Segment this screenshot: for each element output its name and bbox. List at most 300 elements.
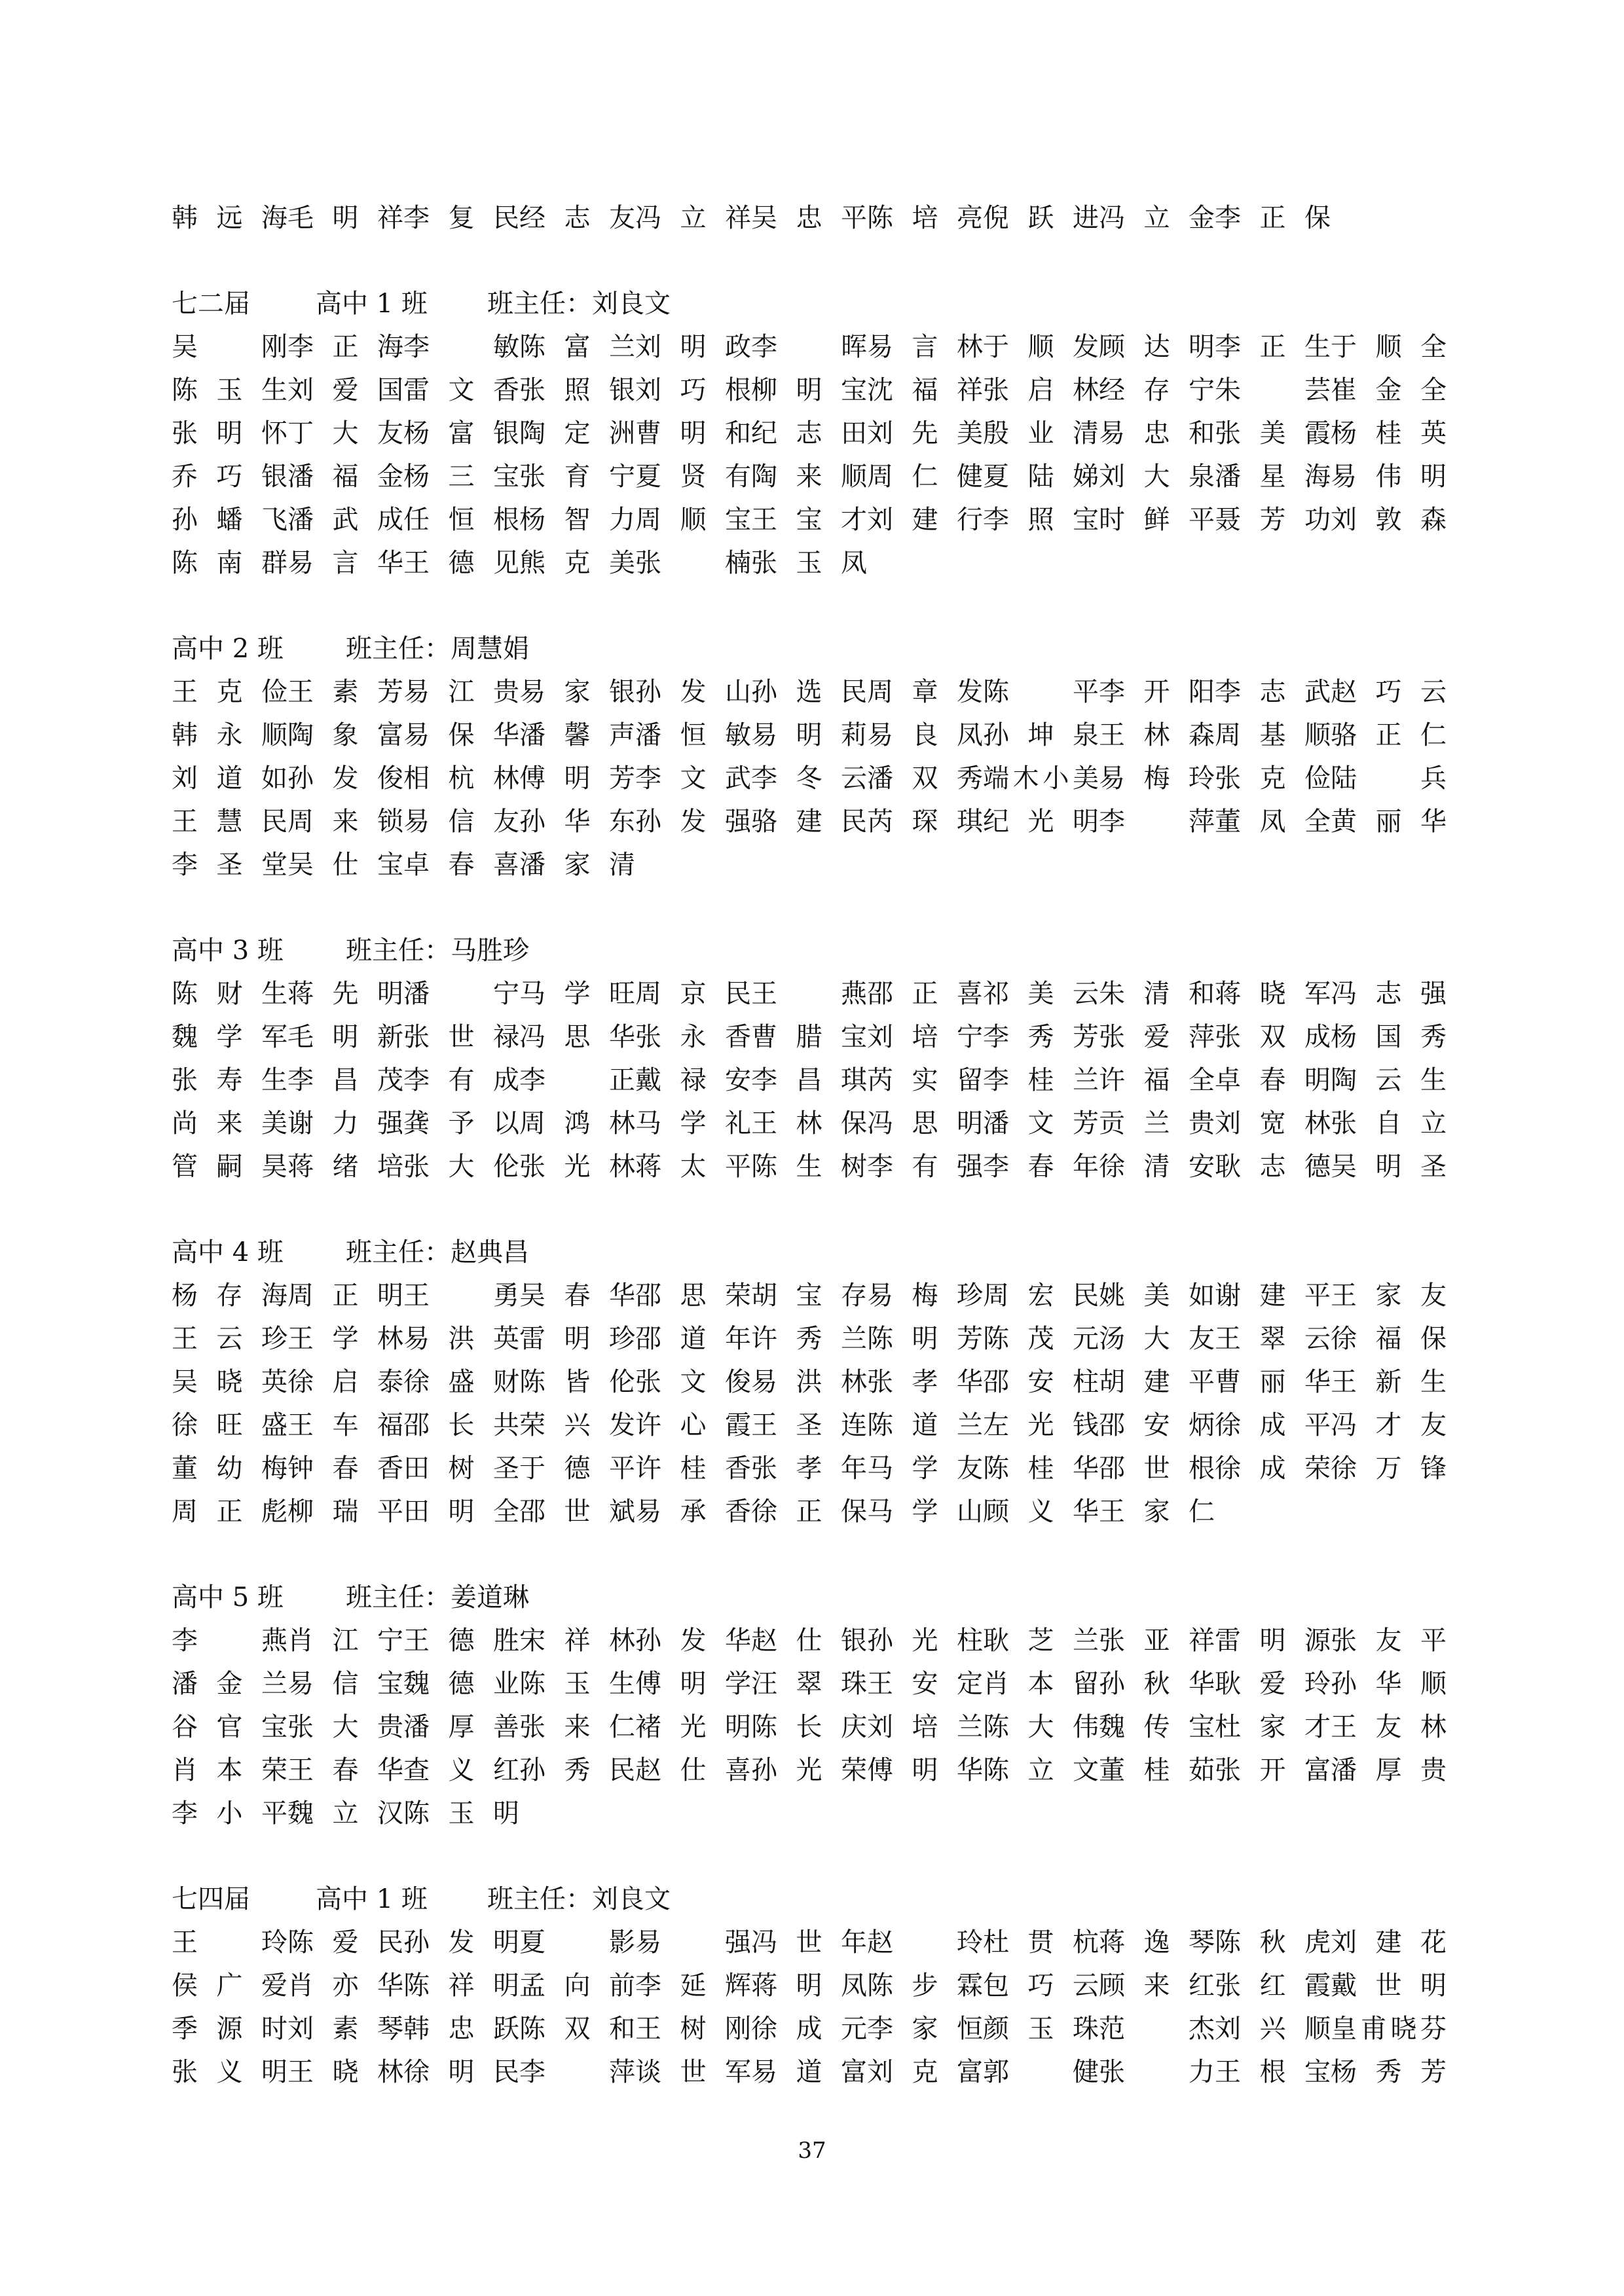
name-row	[172, 2007, 1481, 2050]
student-name: 张文俊	[635, 1367, 751, 1397]
student-name: 易忠和	[1099, 418, 1215, 448]
student-name: 谈世军	[635, 2057, 751, 2087]
student-name: 夏贤有	[635, 462, 751, 492]
student-name: 相杭林	[403, 763, 519, 793]
student-name: 易梅玲	[1099, 763, 1215, 793]
student-name: 王慧民	[172, 807, 287, 837]
student-name: 陈生树	[751, 1152, 867, 1182]
student-name: 刘克富	[867, 2057, 983, 2087]
student-name: 李正生	[1215, 332, 1331, 362]
student-name: 蒋绪培	[287, 1152, 403, 1182]
student-name: 陶云生	[1331, 1065, 1447, 1095]
header-part: 七四届	[172, 1884, 250, 1914]
student-name: 李家恒	[867, 2014, 983, 2044]
class-section	[172, 196, 1481, 240]
student-name: 姚美如	[1099, 1281, 1215, 1311]
student-name: 王克俭	[172, 677, 287, 707]
student-name: 张大伦	[403, 1152, 519, 1182]
student-name: 许桂香	[635, 1453, 751, 1484]
student-name: 易道富	[751, 2057, 867, 2087]
student-name: 易信宝	[287, 1669, 403, 1699]
student-name: 李桂兰	[983, 1065, 1099, 1095]
student-name: 李 敏	[403, 332, 519, 362]
section-header	[172, 1231, 1481, 1274]
name-row	[172, 843, 1481, 886]
name-row	[172, 498, 1481, 541]
header-part: 班主任：马胜珍	[346, 936, 529, 966]
student-name: 王圣连	[751, 1410, 867, 1440]
student-name: 陈步霖	[867, 1971, 983, 2001]
student-name: 陈双和	[519, 2014, 635, 2044]
class-section	[172, 1878, 1481, 2094]
student-name: 褚光明	[635, 1712, 751, 1742]
student-name: 李 燕	[172, 1626, 287, 1656]
student-name: 孙秋华	[1099, 1669, 1215, 1699]
student-name: 雷文香	[403, 375, 519, 405]
student-name: 张双成	[1215, 1022, 1331, 1052]
student-name: 张来仁	[519, 1712, 635, 1742]
student-name: 毛明祥	[287, 203, 403, 233]
student-name: 王晓林	[287, 2057, 403, 2087]
student-name: 陈南群	[172, 548, 287, 578]
student-name: 邵安炳	[1099, 1410, 1215, 1440]
student-name: 刘巧根	[635, 375, 751, 405]
name-row	[172, 1921, 1481, 1964]
header-part: 高中 1 班	[316, 289, 428, 319]
student-name: 王学林	[287, 1324, 403, 1354]
student-name: 潘馨声	[519, 720, 635, 750]
student-name: 杨桂英	[1331, 418, 1447, 448]
student-name: 张 楠	[635, 548, 751, 578]
student-name: 陈玉生	[519, 1669, 635, 1699]
student-name: 潘武成	[287, 505, 403, 535]
student-name: 陈道兰	[867, 1410, 983, 1440]
student-name: 刘建行	[867, 505, 983, 535]
student-name: 张友平	[1331, 1626, 1447, 1656]
student-name: 聂芳功	[1215, 505, 1331, 535]
student-name: 周正彪	[172, 1497, 287, 1527]
header-part: 班主任：刘良文	[487, 289, 671, 319]
student-name: 王德见	[403, 548, 519, 578]
student-name: 芮琛琪	[867, 807, 983, 837]
name-row	[172, 1274, 1481, 1317]
student-name: 蒋逸琴	[1099, 1927, 1215, 1958]
student-name: 包巧云	[983, 1971, 1099, 2001]
student-name: 邵思荣	[635, 1281, 751, 1311]
student-name: 邵世斌	[519, 1497, 635, 1527]
name-row	[172, 455, 1481, 498]
student-name: 周来锁	[287, 807, 403, 837]
class-section	[172, 929, 1481, 1188]
student-name: 冯志强	[1331, 979, 1447, 1009]
header-part: 高中 4 班	[172, 1237, 284, 1267]
student-name: 左光钱	[983, 1410, 1099, 1440]
student-name: 徐正保	[751, 1497, 867, 1527]
student-name: 王家仁	[1099, 1497, 1215, 1527]
header-part: 七二届	[172, 289, 250, 319]
name-row	[172, 412, 1481, 455]
student-name: 邵世根	[1099, 1453, 1215, 1484]
student-name: 孙华东	[519, 807, 635, 837]
student-name: 韩远海	[172, 203, 287, 233]
student-name: 夏 影	[519, 1927, 635, 1958]
student-name: 孙蟠飞	[172, 505, 287, 535]
student-name: 胡建平	[1099, 1367, 1215, 1397]
student-name: 李昌茂	[287, 1065, 403, 1095]
student-name: 陈立文	[983, 1755, 1099, 1785]
student-name: 赵仕喜	[635, 1755, 751, 1785]
student-name: 张自立	[1331, 1108, 1447, 1139]
student-name: 王春华	[287, 1755, 403, 1785]
student-name: 张寿生	[172, 1065, 287, 1095]
student-name: 刘爱国	[287, 375, 403, 405]
student-name: 李 晖	[751, 332, 867, 362]
student-name: 于德平	[519, 1453, 635, 1484]
section-header	[172, 1576, 1481, 1619]
student-name: 乔巧银	[172, 462, 287, 492]
student-name: 孙坤泉	[983, 720, 1099, 750]
student-name: 蒋先明	[287, 979, 403, 1009]
student-name: 陈明芳	[867, 1324, 983, 1354]
header-part: 班主任：姜道琳	[346, 1582, 529, 1613]
student-name: 易言林	[867, 332, 983, 362]
name-row	[172, 1619, 1481, 1662]
student-name: 耿芝兰	[983, 1626, 1099, 1656]
student-name: 陈爱民	[287, 1927, 403, 1958]
student-name: 陈桂华	[983, 1453, 1099, 1484]
student-name: 经存宁	[1099, 375, 1215, 405]
student-name: 孙秀民	[519, 1755, 635, 1785]
name-row	[172, 1145, 1481, 1188]
student-name: 陈皆伦	[519, 1367, 635, 1397]
student-name: 周宏民	[983, 1281, 1099, 1311]
header-part: 高中 2 班	[172, 634, 284, 664]
student-name: 颜玉珠	[983, 2014, 1099, 2044]
name-row	[172, 1792, 1481, 1835]
student-name: 周基顺	[1215, 720, 1331, 750]
student-name: 周京民	[635, 979, 751, 1009]
student-name: 张永香	[635, 1022, 751, 1052]
student-name: 马学山	[867, 1497, 983, 1527]
name-row	[172, 1015, 1481, 1059]
student-name: 潘厚善	[403, 1712, 519, 1742]
student-name: 马学友	[867, 1453, 983, 1484]
student-name: 许秀兰	[751, 1324, 867, 1354]
student-name: 肖亦华	[287, 1971, 403, 2001]
student-name: 陆 兵	[1331, 763, 1447, 793]
student-name: 任恒根	[403, 505, 519, 535]
student-name: 夏陆娣	[983, 462, 1099, 492]
student-name: 徐万锋	[1331, 1453, 1447, 1484]
student-name: 徐福保	[1331, 1324, 1447, 1354]
student-name: 潘双秀	[867, 763, 983, 793]
student-name: 易伟明	[1331, 462, 1447, 492]
student-name: 陈大伟	[983, 1712, 1099, 1742]
header-part: 班主任：刘良文	[487, 1884, 671, 1914]
student-name: 张孝年	[751, 1453, 867, 1484]
student-name: 冯立金	[1099, 203, 1215, 233]
student-name: 王翠云	[1215, 1324, 1331, 1354]
student-name: 吴仕宝	[287, 850, 403, 880]
student-name: 陈祥明	[403, 1971, 519, 2001]
student-name: 王车福	[287, 1410, 403, 1440]
student-name: 魏学军	[172, 1022, 287, 1052]
class-section	[172, 282, 1481, 585]
student-name: 田树圣	[403, 1453, 519, 1484]
student-name: 陈茂元	[983, 1324, 1099, 1354]
student-name: 耿志德	[1215, 1152, 1331, 1182]
student-name: 易信友	[403, 807, 519, 837]
name-row	[172, 1749, 1481, 1792]
student-name: 朱 芸	[1215, 375, 1331, 405]
student-name: 易明莉	[751, 720, 867, 750]
student-name: 董桂茹	[1099, 1755, 1215, 1785]
student-name: 李圣堂	[172, 850, 287, 880]
student-name: 孙光柱	[867, 1626, 983, 1656]
student-name: 张孝华	[867, 1367, 983, 1397]
student-name: 孙发俊	[287, 763, 403, 793]
student-name: 王安定	[867, 1669, 983, 1699]
student-name: 皇甫晓芬	[1331, 2014, 1447, 2044]
student-name: 邵长共	[403, 1410, 519, 1440]
page-number: 37	[798, 2138, 826, 2164]
student-name: 傅明学	[635, 1669, 751, 1699]
student-name: 易家银	[519, 677, 635, 707]
student-name: 潘福金	[287, 462, 403, 492]
student-name: 许心霞	[635, 1410, 751, 1440]
student-name: 曹明和	[635, 418, 751, 448]
student-name: 蒋明凤	[751, 1971, 867, 2001]
student-name: 赵 玲	[867, 1927, 983, 1958]
name-row	[172, 196, 1481, 240]
student-name: 潘星海	[1215, 462, 1331, 492]
student-name: 于顺全	[1331, 332, 1447, 362]
student-name: 潘厚贵	[1331, 1755, 1447, 1785]
document-body	[172, 196, 1481, 2136]
student-name: 易良凤	[867, 720, 983, 750]
student-name: 季源时	[172, 2014, 287, 2044]
student-name: 杨秀芳	[1331, 2057, 1447, 2087]
student-name: 雷明源	[1215, 1626, 1331, 1656]
name-row	[172, 714, 1481, 757]
student-name: 易洪林	[751, 1367, 867, 1397]
student-name: 李昌琪	[751, 1065, 867, 1095]
student-name: 宋祥林	[519, 1626, 635, 1656]
student-name: 董凤全	[1215, 807, 1331, 837]
student-name: 赵仕银	[751, 1626, 867, 1656]
student-name: 孙发华	[635, 1626, 751, 1656]
student-name: 周正明	[287, 1281, 403, 1311]
student-name: 吴明圣	[1331, 1152, 1447, 1182]
section-header	[172, 929, 1481, 972]
student-name: 张大贵	[287, 1712, 403, 1742]
student-name: 经志友	[519, 203, 635, 233]
student-name: 徐启泰	[287, 1367, 403, 1397]
student-name: 魏德业	[403, 1669, 519, 1699]
student-name: 汪翠珠	[751, 1669, 867, 1699]
student-name: 李 萍	[1099, 807, 1215, 837]
student-name: 刘宽林	[1215, 1108, 1331, 1139]
student-name: 尚来美	[172, 1108, 287, 1139]
student-name: 易言华	[287, 548, 403, 578]
student-name: 徐清安	[1099, 1152, 1215, 1182]
name-row	[172, 1705, 1481, 1749]
student-name: 纪光明	[983, 807, 1099, 837]
student-name: 刘大泉	[1099, 462, 1215, 492]
student-name: 冯世年	[751, 1927, 867, 1958]
student-name: 吴 刚	[172, 332, 287, 362]
student-name: 杜家才	[1215, 1712, 1331, 1742]
student-name: 蒋晓军	[1215, 979, 1331, 1009]
student-name: 李复民	[403, 203, 519, 233]
student-name: 沈福祥	[867, 375, 983, 405]
section-header	[172, 282, 1481, 325]
name-row	[172, 1317, 1481, 1360]
student-name: 刘敦森	[1331, 505, 1447, 535]
student-name: 于顺发	[983, 332, 1099, 362]
student-name: 查义红	[403, 1755, 519, 1785]
student-name: 冯思明	[867, 1108, 983, 1139]
student-name: 张育宁	[519, 462, 635, 492]
student-name: 陈培亮	[867, 203, 983, 233]
student-name: 吴晓英	[172, 1367, 287, 1397]
student-name: 王德胜	[403, 1626, 519, 1656]
student-name: 陈秋虎	[1215, 1927, 1331, 1958]
student-name: 卓春喜	[403, 850, 519, 880]
student-name: 张光林	[519, 1152, 635, 1182]
student-name: 雷明珍	[519, 1324, 635, 1354]
student-name: 柳瑞平	[287, 1497, 403, 1527]
student-name: 芮实留	[867, 1065, 983, 1095]
name-row	[172, 369, 1481, 412]
student-name: 易洪英	[403, 1324, 519, 1354]
student-name: 刘培宁	[867, 1022, 983, 1052]
student-name: 张克俭	[1215, 763, 1331, 793]
student-name: 端木小美	[983, 763, 1099, 793]
student-name: 易梅珍	[867, 1281, 983, 1311]
student-name: 王树刚	[635, 2014, 751, 2044]
student-name: 陈 平	[983, 677, 1099, 707]
student-name: 刘培兰	[867, 1712, 983, 1742]
student-name: 骆建民	[751, 807, 867, 837]
student-name: 刘建花	[1331, 1927, 1447, 1958]
student-name: 徐旺盛	[172, 1410, 287, 1440]
student-name: 易江贵	[403, 677, 519, 707]
student-name: 张 力	[1099, 2057, 1215, 2087]
student-name: 张爱萍	[1099, 1022, 1215, 1052]
student-name: 邵安柱	[983, 1367, 1099, 1397]
student-name: 倪跃进	[983, 203, 1099, 233]
student-name: 钟春香	[287, 1453, 403, 1484]
student-name: 陈玉明	[403, 1798, 519, 1829]
student-name: 朱清和	[1099, 979, 1215, 1009]
student-name: 荣兴发	[519, 1410, 635, 1440]
student-name: 王 勇	[403, 1281, 519, 1311]
student-name: 周章发	[867, 677, 983, 707]
student-name: 吴忠平	[751, 203, 867, 233]
student-name: 张美霞	[1215, 418, 1331, 448]
student-name: 时鲜平	[1099, 505, 1215, 535]
student-name: 杜贯杭	[983, 1927, 1099, 1958]
student-name: 李春年	[983, 1152, 1099, 1182]
student-name: 赵巧云	[1331, 677, 1447, 707]
student-name: 张照银	[519, 375, 635, 405]
student-name: 孙发山	[635, 677, 751, 707]
student-name: 李照宝	[983, 505, 1099, 535]
student-name: 魏立汉	[287, 1798, 403, 1829]
student-name: 陶定洲	[519, 418, 635, 448]
student-name: 戴禄安	[635, 1065, 751, 1095]
student-name: 张红霞	[1215, 1971, 1331, 2001]
student-name: 周鸿林	[519, 1108, 635, 1139]
student-name: 李 正	[519, 1065, 635, 1095]
student-name: 徐成平	[1215, 1410, 1331, 1440]
student-name: 孙华顺	[1331, 1669, 1447, 1699]
student-name: 潘金兰	[172, 1669, 287, 1699]
student-name: 肖本留	[983, 1669, 1099, 1699]
student-name: 冯才友	[1331, 1410, 1447, 1440]
name-row	[172, 1662, 1481, 1705]
student-name: 魏传宝	[1099, 1712, 1215, 1742]
student-name: 顾来红	[1099, 1971, 1215, 2001]
student-name: 孙发明	[403, 1927, 519, 1958]
student-name: 杨存海	[172, 1281, 287, 1311]
class-section	[172, 1231, 1481, 1533]
student-name: 冯思华	[519, 1022, 635, 1052]
name-row	[172, 972, 1481, 1015]
student-name: 孙光荣	[751, 1755, 867, 1785]
student-name: 徐明民	[403, 2057, 519, 2087]
student-name: 耿爱玲	[1215, 1669, 1331, 1699]
student-name: 谢力强	[287, 1108, 403, 1139]
student-name: 范 杰	[1099, 2014, 1215, 2044]
name-row	[172, 325, 1481, 369]
student-name: 张开富	[1215, 1755, 1331, 1785]
name-row	[172, 1964, 1481, 2007]
student-name: 陈富兰	[519, 332, 635, 362]
student-name: 韩忠跃	[403, 2014, 519, 2044]
student-name: 李延辉	[635, 1971, 751, 2001]
student-name: 曹腊宝	[751, 1022, 867, 1052]
student-name: 潘恒敏	[635, 720, 751, 750]
student-name: 李文武	[635, 763, 751, 793]
student-name: 张玉凤	[751, 548, 867, 578]
student-name: 王 燕	[751, 979, 867, 1009]
name-row	[172, 541, 1481, 585]
student-name: 田明全	[403, 1497, 519, 1527]
student-name: 侯广爱	[172, 1971, 287, 2001]
student-name: 吴春华	[519, 1281, 635, 1311]
name-row	[172, 670, 1481, 714]
student-name: 张世禄	[403, 1022, 519, 1052]
student-name: 王新生	[1331, 1367, 1447, 1397]
student-name: 殷业清	[983, 418, 1099, 448]
name-row	[172, 2050, 1481, 2094]
student-name: 易 强	[635, 1927, 751, 1958]
student-name: 张亚祥	[1099, 1626, 1215, 1656]
student-name: 王素芳	[287, 677, 403, 707]
student-name: 龚予以	[403, 1108, 519, 1139]
student-name: 孙选民	[751, 677, 867, 707]
student-name: 刘明政	[635, 332, 751, 362]
header-part: 高中 3 班	[172, 936, 284, 966]
student-name: 张明怀	[172, 418, 287, 448]
name-row	[172, 1404, 1481, 1447]
student-name: 邵道年	[635, 1324, 751, 1354]
student-name: 戴世明	[1331, 1971, 1447, 2001]
section-header	[172, 627, 1481, 670]
student-name: 刘素琴	[287, 2014, 403, 2044]
